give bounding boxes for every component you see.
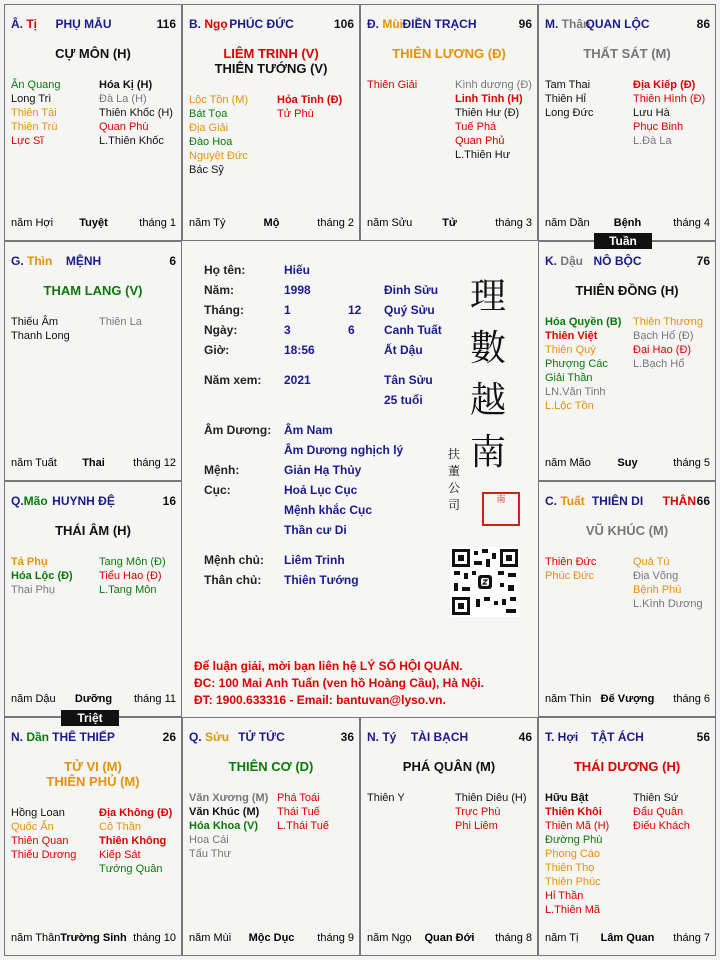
branch-stem: T. Hợi bbox=[545, 730, 579, 744]
footer-year: năm Dậu bbox=[11, 693, 56, 705]
palace-footer bbox=[545, 457, 710, 471]
palace-title: TỬ TỨC bbox=[238, 730, 285, 744]
main-stars bbox=[5, 759, 181, 789]
footer-year: năm Sửu bbox=[367, 217, 413, 229]
minor-stars-left bbox=[189, 791, 268, 861]
value-gio-can: Ất Dậu bbox=[384, 343, 423, 357]
label-gio: Giờ: bbox=[204, 343, 230, 357]
minor-stars-left bbox=[11, 315, 70, 343]
minor-stars-right bbox=[99, 315, 142, 329]
minor-stars-left bbox=[189, 93, 248, 177]
minor-star: Thiên Phúc bbox=[545, 876, 601, 888]
minor-stars-right bbox=[99, 78, 173, 148]
palace-header bbox=[545, 730, 710, 746]
main-stars bbox=[539, 46, 715, 61]
footer-stage: Bệnh bbox=[613, 217, 642, 229]
footer-stage: Đế Vượng bbox=[600, 693, 655, 705]
main-star: THIÊN TƯỚNG (V) bbox=[214, 61, 328, 76]
main-stars bbox=[5, 46, 181, 61]
minor-star: Phi Liêm bbox=[455, 820, 498, 832]
minor-star: L.Bạch Hổ bbox=[633, 358, 685, 370]
tuan-badge: Tuần bbox=[594, 233, 652, 249]
minor-star: LN.Văn Tinh bbox=[545, 386, 606, 398]
branch-stem: Đ. Mùi bbox=[367, 17, 404, 31]
main-star: THÁI ÂM (H) bbox=[55, 523, 131, 538]
footer-year: năm Mão bbox=[545, 457, 591, 469]
main-star: VŨ KHÚC (M) bbox=[585, 523, 669, 538]
minor-stars-left bbox=[367, 78, 417, 92]
main-star: THIÊN ĐỒNG (H) bbox=[575, 283, 679, 298]
palace-header bbox=[367, 730, 532, 746]
palace-header bbox=[545, 494, 710, 510]
minor-star: Thiếu Âm bbox=[11, 316, 59, 328]
palace-header bbox=[11, 254, 176, 270]
palace-title: TÀI BẠCH bbox=[410, 730, 469, 744]
palace-title: TẬT ÁCH bbox=[591, 730, 644, 744]
branch-stem: N. Tý bbox=[367, 730, 397, 744]
minor-star: Thiên Hình (Đ) bbox=[633, 93, 706, 105]
palace-title: NÔ BỘC bbox=[593, 254, 642, 268]
palace-number: 56 bbox=[696, 730, 710, 744]
minor-stars-right bbox=[455, 791, 527, 833]
footer-stage: Dưỡng bbox=[74, 693, 113, 705]
value-tuoi: 25 tuổi bbox=[384, 393, 423, 407]
value-than-chu: Thiên Tướng bbox=[284, 573, 359, 587]
branch-stem: K. Dậu bbox=[545, 254, 584, 268]
minor-stars-right bbox=[633, 315, 703, 371]
footer-stage: Lâm Quan bbox=[600, 932, 655, 944]
minor-stars-left bbox=[11, 78, 61, 148]
minor-star: Bát Tọa bbox=[189, 108, 228, 120]
main-stars bbox=[539, 283, 715, 298]
minor-star: Tam Thai bbox=[545, 79, 591, 91]
footer-stage: Mộc Dục bbox=[248, 932, 295, 944]
value-menh: Giản Hạ Thủy bbox=[284, 463, 362, 477]
palace-footer bbox=[11, 932, 176, 946]
footer-month: tháng 8 bbox=[495, 932, 532, 944]
footer-year: năm Tị bbox=[545, 932, 579, 944]
minor-stars-left bbox=[545, 791, 609, 917]
footer-year: năm Thìn bbox=[545, 693, 592, 705]
minor-star: Đẩu Quân bbox=[633, 806, 684, 818]
label-ho-ten: Họ tên: bbox=[204, 263, 246, 277]
minor-star: Văn Khúc (M) bbox=[189, 806, 260, 818]
main-star: THIÊN CƠ (D) bbox=[228, 759, 314, 774]
minor-star: Đào Hoa bbox=[189, 136, 233, 148]
palace-title: QUAN LỘC bbox=[585, 17, 650, 31]
minor-star: Địa Giải bbox=[189, 122, 229, 134]
minor-stars-left bbox=[545, 315, 621, 413]
palace-footer bbox=[189, 932, 354, 946]
footer-stage: Quan Đới bbox=[424, 932, 475, 944]
footer-month: tháng 5 bbox=[673, 457, 710, 469]
main-star: LIÊM TRINH (V) bbox=[223, 46, 319, 61]
contact-line-1: Để luận giải, mời bạn liên hệ LÝ SỐ HỘI QUÁN. bbox=[194, 659, 463, 673]
minor-star: Long Trì bbox=[11, 93, 52, 105]
label-thang: Tháng: bbox=[204, 303, 244, 317]
center-info-panel bbox=[182, 241, 538, 717]
footer-month: tháng 12 bbox=[133, 457, 176, 469]
minor-star: Hóa Kị (H) bbox=[99, 79, 153, 91]
minor-star: Bệnh Phù bbox=[633, 584, 682, 596]
minor-star: Hóa Lộc (Đ) bbox=[11, 570, 73, 582]
footer-month: tháng 6 bbox=[673, 693, 710, 705]
palace-title: HUYNH ĐỆ bbox=[52, 494, 115, 508]
palace-header bbox=[545, 254, 710, 270]
minor-star: Thiên Hỉ bbox=[545, 93, 586, 105]
minor-star: Kình dương (Đ) bbox=[455, 79, 532, 91]
minor-star: Thiếu Dương bbox=[11, 849, 77, 861]
main-star: THIÊN LƯƠNG (Đ) bbox=[392, 46, 506, 61]
company-small-text: 扶董公司 bbox=[448, 447, 461, 512]
minor-star: Thái Tuế bbox=[277, 806, 320, 818]
minor-star: Kiếp Sát bbox=[99, 849, 141, 861]
palace-ti bbox=[4, 4, 182, 241]
minor-star: Đà La (H) bbox=[99, 93, 147, 105]
palace-footer bbox=[545, 693, 710, 707]
main-star: THIÊN PHỦ (M) bbox=[46, 774, 140, 789]
palace-title: THÊ THIẾP bbox=[52, 730, 115, 744]
minor-star: Linh Tinh (H) bbox=[455, 93, 523, 105]
minor-star: L.Tang Môn bbox=[99, 584, 157, 596]
minor-stars-right bbox=[99, 555, 166, 597]
minor-star: Tấu Thư bbox=[189, 848, 232, 860]
footer-year: năm Hợi bbox=[11, 217, 54, 229]
value-am-duong-2: Âm Dương nghịch lý bbox=[284, 443, 404, 457]
palace-than bbox=[538, 4, 716, 241]
minor-stars-left bbox=[545, 555, 596, 583]
footer-month: tháng 4 bbox=[673, 217, 710, 229]
value-ngay-2: 6 bbox=[348, 323, 355, 337]
minor-stars-right bbox=[633, 555, 703, 611]
main-stars bbox=[183, 759, 359, 774]
branch-stem: Â. Tị bbox=[11, 17, 38, 31]
palace-footer bbox=[11, 217, 176, 231]
palace-footer bbox=[189, 217, 354, 231]
minor-star: Hữu Bật bbox=[545, 792, 589, 804]
palace-header bbox=[367, 17, 532, 33]
red-seal-icon: 南 bbox=[482, 492, 520, 526]
palace-header bbox=[11, 17, 176, 33]
minor-star: Tuế Phá bbox=[455, 121, 497, 133]
minor-star: Hoa Cái bbox=[189, 834, 229, 846]
minor-stars-right bbox=[455, 78, 532, 162]
minor-star: Thiên Trù bbox=[11, 121, 58, 133]
palace-header bbox=[545, 17, 710, 33]
minor-star: Thiên Khốc (H) bbox=[99, 107, 173, 119]
minor-star: Thiên Mã (H) bbox=[545, 820, 610, 832]
palace-mao bbox=[4, 481, 182, 717]
palace-footer bbox=[11, 693, 176, 707]
minor-star: Giải Thần bbox=[545, 372, 593, 384]
triet-badge: Triệt bbox=[61, 710, 119, 726]
minor-stars-right bbox=[633, 78, 705, 148]
palace-number: 106 bbox=[333, 17, 354, 31]
footer-stage: Mộ bbox=[263, 217, 280, 229]
palace-title-than: THÂN bbox=[662, 494, 696, 508]
contact-line-2: ĐC: 100 Mai Anh Tuấn (ven hồ Hoàng Cầu), Hà Nội. bbox=[194, 676, 485, 690]
palace-hoi bbox=[538, 717, 716, 956]
minor-star: Địa Võng bbox=[633, 570, 679, 582]
value-nam: 1998 bbox=[284, 283, 311, 297]
footer-stage: Tuyệt bbox=[79, 217, 108, 229]
minor-star: Tướng Quân bbox=[99, 863, 163, 875]
palace-title: PHỤ MẪU bbox=[55, 17, 112, 31]
label-than-chu: Thân chủ: bbox=[204, 573, 262, 587]
value-nam-xem: 2021 bbox=[284, 373, 311, 387]
palace-number: 6 bbox=[169, 254, 176, 268]
main-star: TỬ VI (M) bbox=[64, 759, 122, 774]
minor-star: Lộc Tồn (M) bbox=[189, 94, 249, 106]
palace-title: MỆNH bbox=[65, 254, 102, 268]
minor-star: Lưu Hà bbox=[633, 107, 670, 119]
minor-star: Long Đức bbox=[545, 107, 594, 119]
branch-stem: N. Dần bbox=[11, 730, 50, 744]
value-thang-1: 1 bbox=[284, 303, 291, 317]
qr-code-icon bbox=[450, 547, 520, 617]
palace-footer bbox=[545, 932, 710, 946]
branch-stem: Q. Sửu bbox=[189, 730, 230, 744]
footer-stage: Tử bbox=[442, 217, 457, 229]
minor-star: Thiên Hư (Đ) bbox=[455, 107, 520, 119]
minor-star: Địa Kiếp (Đ) bbox=[633, 79, 696, 91]
main-stars bbox=[5, 283, 181, 298]
palace-number: 36 bbox=[340, 730, 354, 744]
palace-header bbox=[189, 730, 354, 746]
palace-header bbox=[189, 17, 354, 33]
footer-month: tháng 7 bbox=[673, 932, 710, 944]
footer-month: tháng 3 bbox=[495, 217, 532, 229]
minor-star: Thiên Tài bbox=[11, 107, 57, 119]
minor-star: Đường Phù bbox=[545, 834, 603, 846]
minor-star: Cô Thần bbox=[99, 821, 141, 833]
minor-star: Hỏa Tinh (Đ) bbox=[277, 94, 343, 106]
palace-number: 96 bbox=[518, 17, 532, 31]
main-star: PHÁ QUÂN (M) bbox=[402, 759, 496, 774]
calligraphy-logo: 理數越南 bbox=[470, 276, 507, 473]
minor-star: Hỉ Thần bbox=[545, 890, 584, 902]
minor-stars-left bbox=[367, 791, 405, 805]
minor-star: Tử Phù bbox=[277, 108, 314, 120]
label-menh: Mệnh: bbox=[204, 463, 240, 477]
minor-star: Thiên Việt bbox=[545, 330, 598, 342]
minor-star: Phục Binh bbox=[633, 121, 684, 133]
footer-month: tháng 9 bbox=[317, 932, 354, 944]
minor-star: Đại Hao (Đ) bbox=[633, 344, 692, 356]
value-cuc-1: Hoả Lục Cục bbox=[284, 483, 358, 497]
main-star: THAM LANG (V) bbox=[43, 283, 143, 298]
palace-title: ĐIỀN TRẠCH bbox=[402, 17, 477, 31]
minor-star: Ân Quang bbox=[11, 79, 61, 91]
palace-thin bbox=[4, 241, 182, 481]
minor-stars-right bbox=[99, 806, 172, 876]
minor-star: Phúc Đức bbox=[545, 570, 594, 582]
branch-stem: C. Tuất bbox=[545, 494, 585, 508]
main-stars bbox=[5, 523, 181, 538]
minor-star: L.Kình Dương bbox=[633, 598, 703, 610]
footer-month: tháng 11 bbox=[133, 693, 176, 705]
main-stars bbox=[539, 523, 715, 538]
value-am-duong-1: Âm Nam bbox=[284, 423, 333, 437]
minor-star: Điếu Khách bbox=[633, 820, 690, 832]
branch-stem: B. Ngọ bbox=[189, 17, 228, 31]
minor-star: Thiên Đức bbox=[545, 556, 597, 568]
label-cuc: Cục: bbox=[204, 483, 231, 497]
palace-footer bbox=[545, 217, 710, 231]
minor-star: Quốc Ấn bbox=[11, 821, 54, 833]
value-nam-can: Đinh Sửu bbox=[384, 283, 439, 297]
minor-stars-left bbox=[11, 806, 76, 862]
minor-star: Lực Sĩ bbox=[11, 135, 44, 147]
value-cuc-3: Thần cư Di bbox=[284, 523, 347, 537]
footer-month: tháng 10 bbox=[133, 932, 176, 944]
contact-line-3: ĐT: 1900.633316 - Email: bantuvan@lyso.vn. bbox=[194, 693, 446, 707]
value-thang-can: Quý Sửu bbox=[384, 303, 435, 317]
minor-star: Thiên Diêu (H) bbox=[455, 792, 527, 804]
value-menh-chu: Liêm Trinh bbox=[284, 553, 345, 567]
label-ngay: Ngày: bbox=[204, 323, 238, 337]
minor-star: Tả Phụ bbox=[11, 556, 48, 568]
minor-star: Hóa Quyền (B) bbox=[545, 316, 622, 328]
minor-star: Quan Phù bbox=[99, 121, 149, 133]
branch-stem: Q.Mão bbox=[11, 494, 48, 508]
palace-dau bbox=[538, 241, 716, 481]
branch-stem: G. Thìn bbox=[11, 254, 53, 268]
minor-star: L.Đà La bbox=[633, 135, 672, 147]
minor-star: Thiên Quý bbox=[545, 344, 596, 356]
main-stars bbox=[361, 46, 537, 61]
value-nam-xem-can: Tân Sửu bbox=[384, 373, 433, 387]
label-menh-chu: Mệnh chủ: bbox=[204, 553, 264, 567]
minor-star: L.Lộc Tồn bbox=[545, 400, 594, 412]
footer-stage: Suy bbox=[617, 457, 638, 469]
palace-number: 86 bbox=[696, 17, 710, 31]
value-ngay-can: Canh Tuất bbox=[384, 323, 442, 337]
footer-year: năm Mùi bbox=[189, 932, 232, 944]
palace-footer bbox=[367, 932, 532, 946]
palace-tuat bbox=[538, 481, 716, 717]
minor-stars-right bbox=[277, 791, 329, 833]
footer-stage: Trường Sinh bbox=[60, 932, 127, 944]
main-star: CỰ MÔN (H) bbox=[55, 46, 131, 61]
palace-ngo bbox=[182, 4, 360, 241]
palace-header bbox=[11, 730, 176, 746]
minor-stars-left bbox=[545, 78, 593, 120]
footer-year: năm Thân bbox=[11, 932, 61, 944]
minor-star: Thiên La bbox=[99, 316, 142, 328]
label-nam: Năm: bbox=[204, 283, 235, 297]
minor-star: Bạch Hổ (Đ) bbox=[633, 330, 694, 342]
minor-star: Trực Phù bbox=[455, 806, 501, 818]
main-star: THẤT SÁT (M) bbox=[583, 46, 671, 61]
minor-star: L.Thiên Hư bbox=[455, 149, 511, 161]
minor-star: Hóa Khoa (V) bbox=[189, 820, 259, 832]
footer-year: năm Tý bbox=[189, 217, 226, 229]
minor-star: Thiên Sứ bbox=[633, 792, 679, 804]
minor-star: Thiên Y bbox=[367, 792, 405, 804]
palace-number: 76 bbox=[696, 254, 710, 268]
main-star: THÁI DƯƠNG (H) bbox=[573, 759, 681, 774]
minor-star: Thiên Quan bbox=[11, 835, 69, 847]
footer-year: năm Ngọ bbox=[367, 932, 412, 944]
minor-star: Thiên Thương bbox=[633, 316, 704, 328]
value-gio: 18:56 bbox=[284, 343, 315, 357]
main-stars bbox=[539, 759, 715, 774]
label-am-duong: Âm Dương: bbox=[204, 423, 272, 437]
minor-star: Thai Phụ bbox=[11, 584, 56, 596]
minor-star: Hồng Loan bbox=[11, 807, 65, 819]
palace-number: 46 bbox=[518, 730, 532, 744]
palace-number: 16 bbox=[162, 494, 176, 508]
palace-number: 116 bbox=[156, 17, 176, 31]
minor-star: Thiên Không bbox=[99, 835, 167, 847]
footer-stage: Thai bbox=[82, 457, 105, 469]
minor-stars-right bbox=[633, 791, 690, 833]
branch-stem: M. Thân bbox=[545, 17, 591, 31]
minor-star: Thanh Long bbox=[11, 330, 70, 342]
minor-star: Phượng Các bbox=[545, 358, 608, 370]
palace-footer bbox=[367, 217, 532, 231]
minor-stars-left bbox=[11, 555, 73, 597]
minor-star: L.Thiên Mã bbox=[545, 904, 601, 916]
minor-star: Quan Phủ bbox=[455, 135, 505, 147]
minor-star: L.Thái Tuế bbox=[277, 820, 329, 832]
palace-dan bbox=[4, 717, 182, 956]
main-stars bbox=[183, 46, 359, 76]
footer-month: tháng 1 bbox=[139, 217, 176, 229]
palace-header bbox=[11, 494, 176, 510]
minor-star: Phong Cáo bbox=[545, 848, 601, 860]
footer-year: năm Tuất bbox=[11, 457, 57, 469]
palace-footer bbox=[11, 457, 176, 471]
minor-star: Văn Xương (M) bbox=[189, 792, 269, 804]
value-ngay-1: 3 bbox=[284, 323, 291, 337]
minor-star: Tang Môn (Đ) bbox=[99, 556, 166, 568]
minor-star: L.Thiên Khốc bbox=[99, 135, 164, 147]
footer-month: tháng 2 bbox=[317, 217, 354, 229]
palace-title: THIÊN DI THÂN bbox=[591, 494, 696, 508]
main-stars bbox=[361, 759, 537, 774]
value-cuc-2: Mệnh khắc Cục bbox=[284, 503, 373, 517]
minor-star: Quả Tú bbox=[633, 556, 670, 568]
footer-year: năm Dần bbox=[545, 217, 590, 229]
minor-star: Thiên Khôi bbox=[545, 806, 602, 818]
palace-ty bbox=[360, 717, 538, 956]
palace-suu bbox=[182, 717, 360, 956]
minor-star: Địa Không (Đ) bbox=[99, 807, 173, 819]
minor-stars-right bbox=[277, 93, 342, 121]
palace-mui bbox=[360, 4, 538, 241]
minor-star: Thiên Thọ bbox=[545, 862, 595, 874]
palace-number: 66 bbox=[696, 494, 710, 508]
minor-star: Thiên Giải bbox=[367, 79, 418, 91]
value-thang-2: 12 bbox=[348, 303, 362, 317]
label-nam-xem: Năm xem: bbox=[204, 373, 262, 387]
minor-star: Tiểu Hao (Đ) bbox=[99, 570, 162, 582]
minor-star: Bác Sỹ bbox=[189, 164, 224, 176]
palace-title: PHÚC ĐỨC bbox=[229, 17, 294, 31]
minor-star: Nguyệt Đức bbox=[189, 150, 248, 162]
value-ho-ten: Hiếu bbox=[284, 263, 311, 277]
palace-number: 26 bbox=[162, 730, 176, 744]
minor-star: Phá Toái bbox=[277, 792, 320, 804]
